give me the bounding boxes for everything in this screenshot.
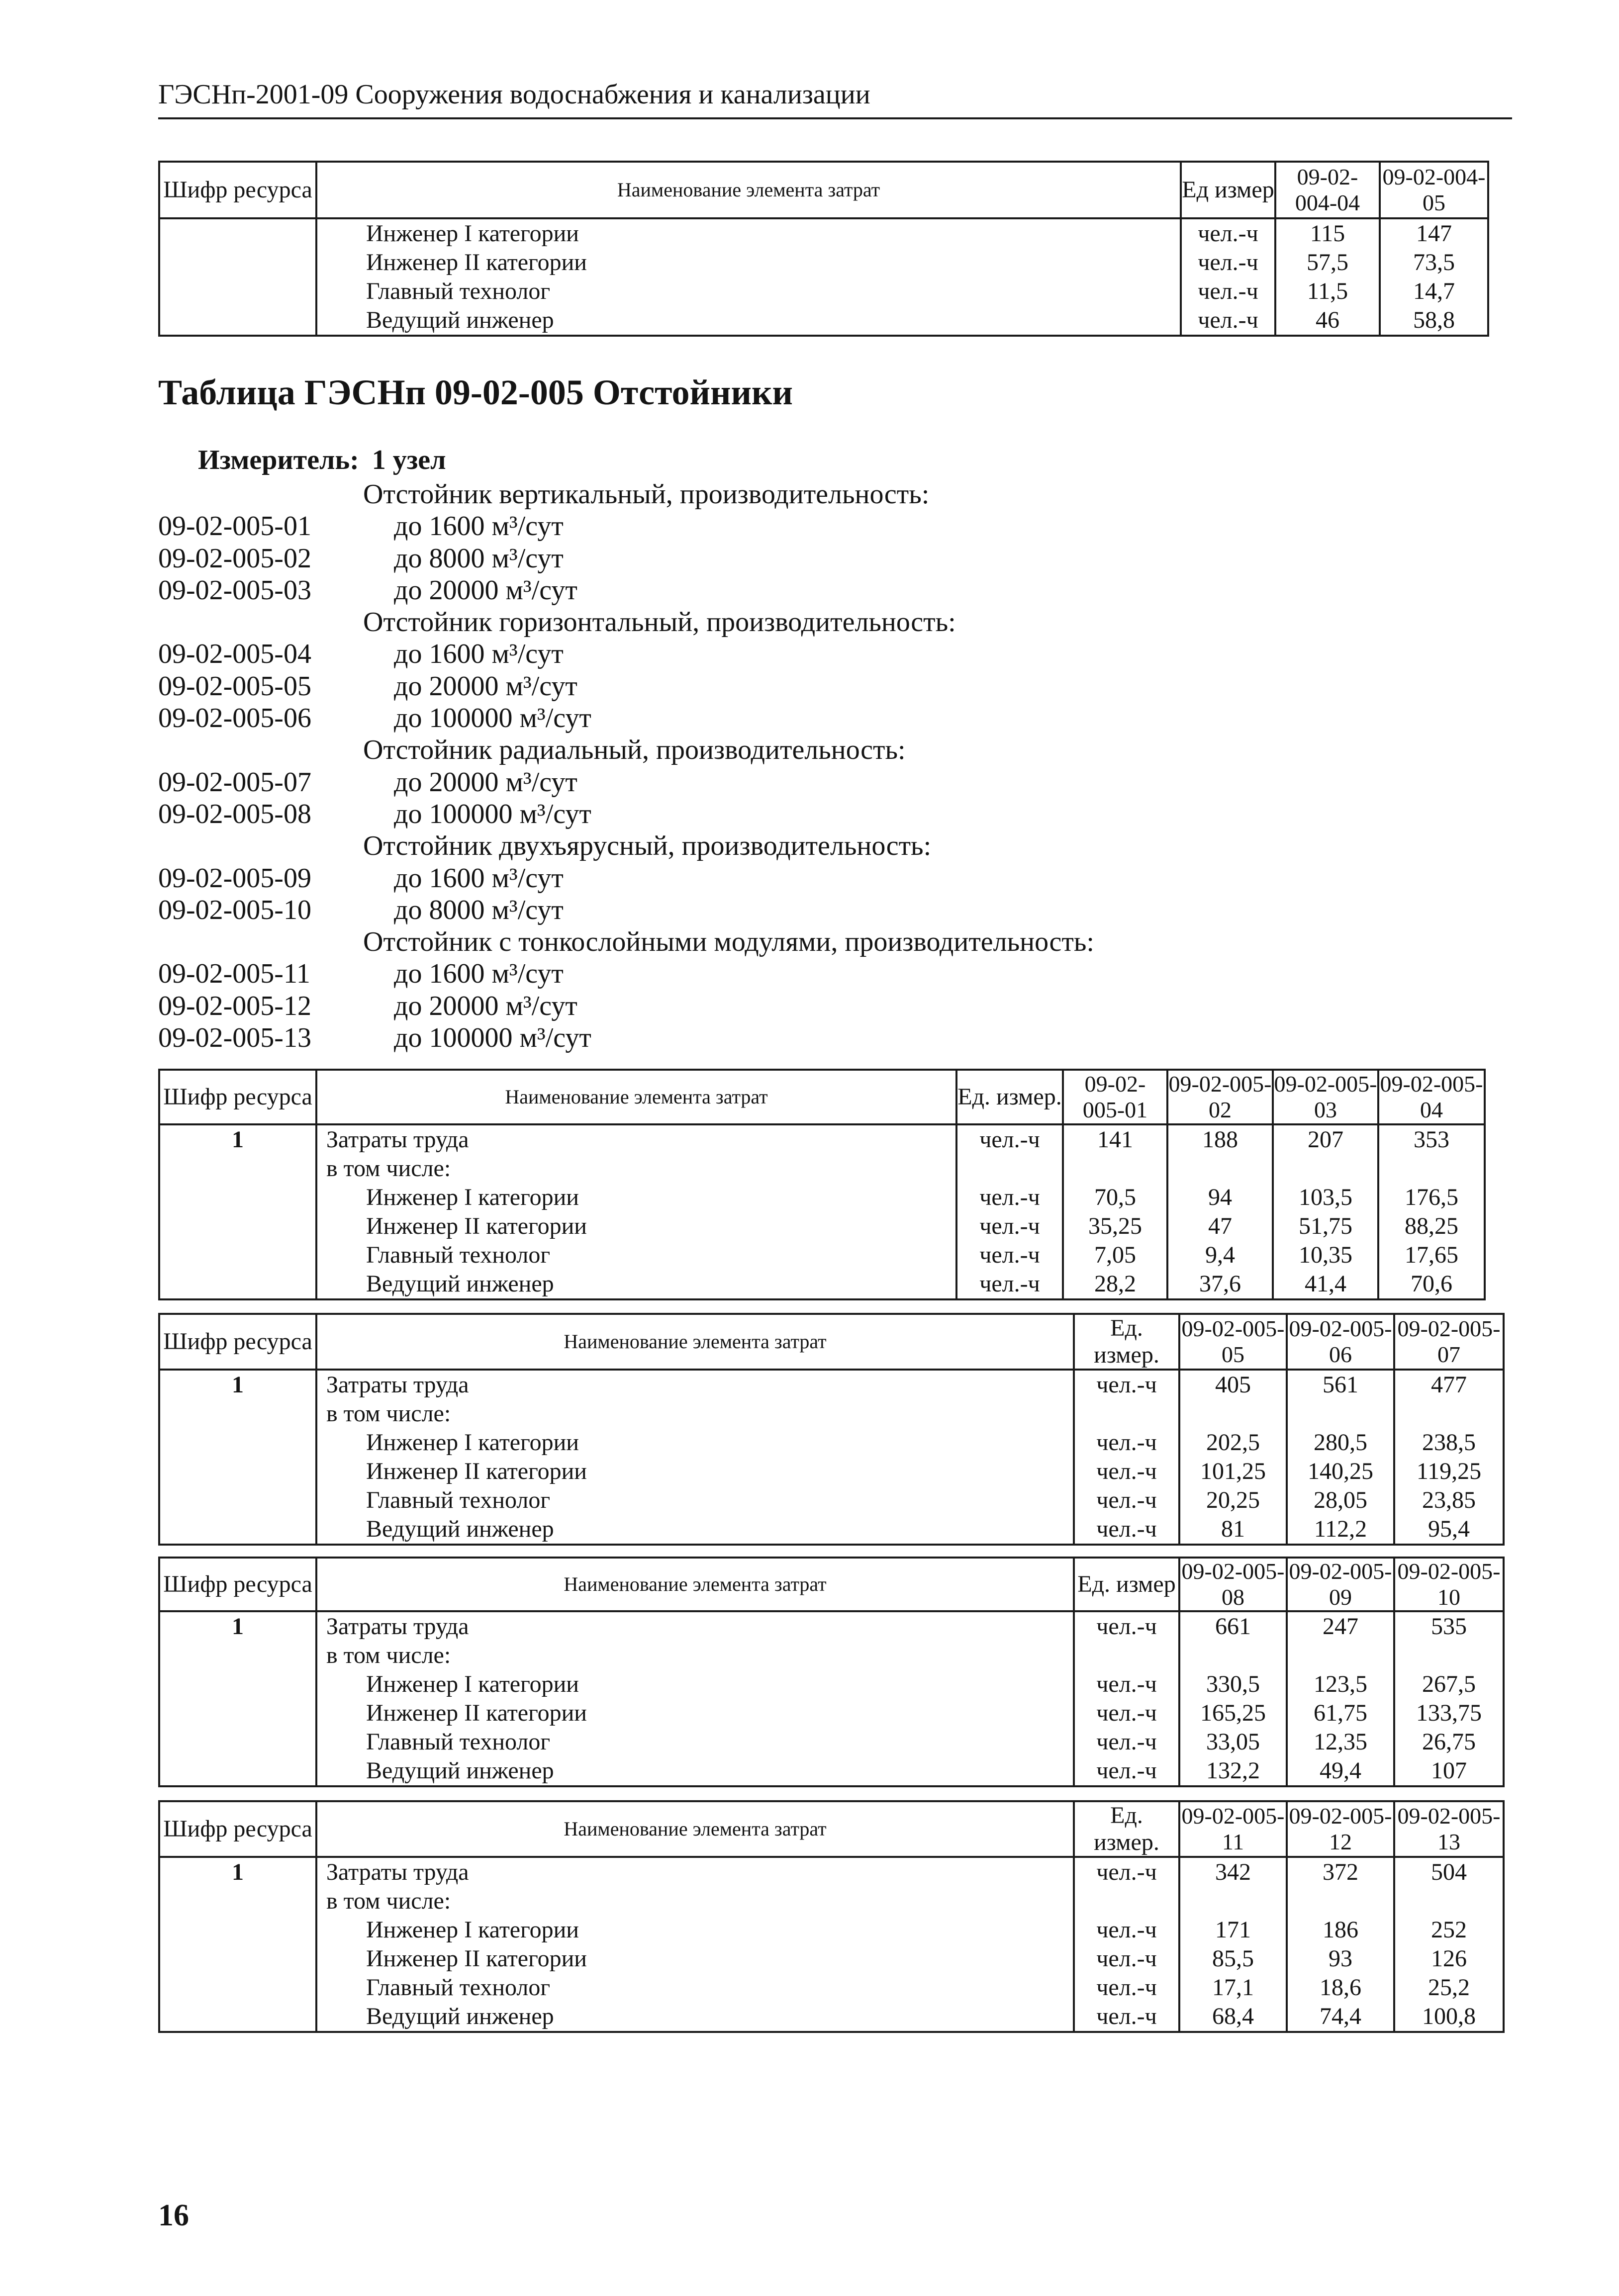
item-code: 09-02-005-03: [158, 574, 311, 606]
col-header-code: 09-02-005-09: [1287, 1558, 1394, 1611]
table-row: [159, 1670, 1504, 1699]
item-description: до 20000 м³/сут: [394, 990, 577, 1021]
item-code: 09-02-005-06: [158, 703, 311, 734]
cost-element-name: Инженер II категории: [316, 1699, 1074, 1728]
value-cell: 28,05: [1287, 1486, 1394, 1515]
col-header-code: 09-02-005-08: [1179, 1558, 1287, 1611]
cost-element-name: в том числе:: [316, 1887, 1074, 1916]
value-cell: 70,6: [1378, 1270, 1485, 1299]
resource-code-cell: [159, 248, 316, 277]
table-row: [159, 1916, 1504, 1944]
value-cell: [1273, 1154, 1378, 1183]
resource-code-cell: [159, 1916, 316, 1944]
unit-cell: чел.-ч: [1074, 1699, 1179, 1728]
cost-element-name: Ведущий инженер: [316, 1270, 956, 1299]
value-cell: 405: [1179, 1370, 1287, 1399]
unit-cell: чел.-ч: [956, 1212, 1063, 1241]
col-header-code: 09-02-005-12: [1287, 1801, 1394, 1857]
table-row: [159, 1183, 1485, 1212]
item-description: до 20000 м³/сут: [394, 766, 577, 798]
unit-cell: чел.-ч: [1074, 1457, 1179, 1486]
unit-cell: чел.-ч: [1074, 1973, 1179, 2002]
value-cell: 353: [1378, 1124, 1485, 1154]
value-cell: 238,5: [1394, 1428, 1504, 1457]
unit-cell: чел.-ч: [1074, 1486, 1179, 1515]
value-cell: 58,8: [1380, 306, 1488, 336]
resource-code-cell: [159, 1399, 316, 1428]
value-cell: 247: [1287, 1611, 1394, 1641]
value-cell: 252: [1394, 1916, 1504, 1944]
resource-code-cell: 1: [159, 1857, 316, 1887]
item-description: до 8000 м³/сут: [394, 894, 564, 925]
value-cell: 101,25: [1179, 1457, 1287, 1486]
resource-code-cell: [159, 1241, 316, 1270]
resource-code-cell: 1: [159, 1124, 316, 1154]
value-cell: [1063, 1154, 1167, 1183]
value-cell: 267,5: [1394, 1670, 1504, 1699]
col-header-resource: Шифр ресурса: [159, 162, 316, 218]
group-text: Отстойник с тонкослойными модулями, производительность:: [363, 926, 1094, 958]
unit-cell: чел.-ч: [956, 1183, 1063, 1212]
cost-element-name: в том числе:: [316, 1641, 1074, 1670]
cost-element-name: Ведущий инженер: [316, 2002, 1074, 2032]
table-row: [159, 306, 1488, 336]
value-cell: 88,25: [1378, 1212, 1485, 1241]
col-header-name: Наименование элемента затрат: [316, 1801, 1074, 1857]
cost-element-name: в том числе:: [316, 1154, 956, 1183]
value-cell: 94: [1167, 1183, 1273, 1212]
resource-code-cell: [159, 1270, 316, 1299]
value-cell: 126: [1394, 1944, 1504, 1973]
table-row: [159, 1486, 1504, 1515]
col-header-resource: Шифр ресурса: [159, 1558, 316, 1611]
value-cell: 47: [1167, 1212, 1273, 1241]
resource-code-cell: [159, 1428, 316, 1457]
resource-code-cell: [159, 218, 316, 248]
cost-element-name: Инженер I категории: [316, 1670, 1074, 1699]
resource-code-cell: [159, 1756, 316, 1786]
table-row: [159, 1124, 1485, 1154]
value-cell: 20,25: [1179, 1486, 1287, 1515]
item-description: до 1600 м³/сут: [394, 639, 564, 670]
value-cell: 372: [1287, 1857, 1394, 1887]
table-row: [159, 1973, 1504, 2002]
item-description: до 100000 м³/сут: [394, 1022, 591, 1054]
resource-code-cell: [159, 1183, 316, 1212]
running-header: ГЭСНп-2001-09 Сооружения водоснабжения и канализации: [158, 79, 870, 110]
item-code: 09-02-005-10: [158, 894, 311, 925]
resource-code-cell: [159, 1457, 316, 1486]
item-description: до 1600 м³/сут: [394, 862, 564, 894]
table-row: [159, 1428, 1504, 1457]
value-cell: 85,5: [1179, 1944, 1287, 1973]
item-code: 09-02-005-12: [158, 990, 311, 1021]
cost-element-name: Затраты труда: [316, 1857, 1074, 1887]
value-cell: 23,85: [1394, 1486, 1504, 1515]
page-number: 16: [158, 2199, 189, 2232]
cost-element-name: Затраты труда: [316, 1611, 1074, 1641]
value-cell: 330,5: [1179, 1670, 1287, 1699]
col-header-name: Наименование элемента затрат: [316, 162, 1181, 218]
unit-cell: чел.-ч: [1074, 1428, 1179, 1457]
value-cell: 33,05: [1179, 1728, 1287, 1756]
col-header-code: 09-02-005-07: [1394, 1314, 1504, 1370]
item-description: до 1600 м³/сут: [394, 511, 564, 542]
item-description: до 20000 м³/сут: [394, 574, 577, 606]
unit-cell: [1074, 1887, 1179, 1916]
item-code: 09-02-005-04: [158, 639, 311, 670]
value-cell: 342: [1179, 1857, 1287, 1887]
table-row: [159, 248, 1488, 277]
table-row: [159, 277, 1488, 306]
cost-element-name: Главный технолог: [316, 1241, 956, 1270]
value-cell: 25,2: [1394, 1973, 1504, 2002]
value-cell: 171: [1179, 1916, 1287, 1944]
cost-element-name: Инженер II категории: [316, 1212, 956, 1241]
value-cell: [1179, 1887, 1287, 1916]
value-cell: 7,05: [1063, 1241, 1167, 1270]
value-cell: [1394, 1399, 1504, 1428]
section-title: Таблица ГЭСНп 09-02-005 Отстойники: [158, 372, 793, 412]
resource-code-cell: [159, 306, 316, 336]
value-cell: 165,25: [1179, 1699, 1287, 1728]
value-cell: 17,1: [1179, 1973, 1287, 2002]
cost-element-name: Инженер I категории: [316, 218, 1181, 248]
value-cell: 186: [1287, 1916, 1394, 1944]
resource-code-cell: 1: [159, 1370, 316, 1399]
value-cell: 123,5: [1287, 1670, 1394, 1699]
cost-element-name: Главный технолог: [316, 1973, 1074, 2002]
unit-cell: чел.-ч: [1074, 1515, 1179, 1545]
unit-cell: чел.-ч: [1074, 1857, 1179, 1887]
value-cell: [1179, 1399, 1287, 1428]
unit-cell: чел.-ч: [1074, 1611, 1179, 1641]
table-row: [159, 1154, 1485, 1183]
cost-table-3: [158, 1313, 1505, 1546]
unit-cell: чел.-ч: [956, 1124, 1063, 1154]
item-description: до 100000 м³/сут: [394, 798, 591, 829]
unit-cell: чел.-ч: [956, 1270, 1063, 1299]
value-cell: [1167, 1154, 1273, 1183]
cost-table-4: [158, 1557, 1505, 1787]
unit-cell: чел.-ч: [1074, 1728, 1179, 1756]
value-cell: 188: [1167, 1124, 1273, 1154]
col-header-code: 09-02-004-04: [1275, 162, 1380, 218]
table-row: [159, 1370, 1504, 1399]
unit-cell: чел.-ч: [1074, 1670, 1179, 1699]
item-description: до 1600 м³/сут: [394, 958, 564, 990]
resource-code-cell: [159, 1887, 316, 1916]
table-row: [159, 1944, 1504, 1973]
table-row: [159, 1515, 1504, 1545]
col-header-name: Наименование элемента затрат: [316, 1558, 1074, 1611]
value-cell: 103,5: [1273, 1183, 1378, 1212]
item-code: 09-02-005-08: [158, 798, 311, 829]
value-cell: 9,4: [1167, 1241, 1273, 1270]
item-code: 09-02-005-01: [158, 511, 311, 542]
value-cell: 37,6: [1167, 1270, 1273, 1299]
unit-cell: чел.-ч: [1181, 248, 1275, 277]
value-cell: [1394, 1641, 1504, 1670]
cost-element-name: Главный технолог: [316, 1486, 1074, 1515]
unit-cell: чел.-ч: [1074, 1370, 1179, 1399]
cost-element-name: Инженер II категории: [316, 1944, 1074, 1973]
resource-code-cell: [159, 1641, 316, 1670]
header-rule: [158, 117, 1512, 119]
value-cell: 112,2: [1287, 1515, 1394, 1545]
value-cell: 12,35: [1287, 1728, 1394, 1756]
col-header-unit: Ед. измер.: [956, 1070, 1063, 1124]
table-row: [159, 1728, 1504, 1756]
table-row: [159, 1756, 1504, 1786]
value-cell: 535: [1394, 1611, 1504, 1641]
value-cell: 93: [1287, 1944, 1394, 1973]
measure-line: [198, 444, 446, 476]
table-row: [159, 1857, 1504, 1887]
resource-code-cell: [159, 1515, 316, 1545]
cost-element-name: Инженер II категории: [316, 248, 1181, 277]
col-header-unit: Ед. измер: [1074, 1558, 1179, 1611]
cost-element-name: Затраты труда: [316, 1370, 1074, 1399]
value-cell: 70,5: [1063, 1183, 1167, 1212]
col-header-code: 09-02-004-05: [1380, 162, 1488, 218]
table-row: [159, 1641, 1504, 1670]
col-header-code: 09-02-005-02: [1167, 1070, 1273, 1124]
col-header-code: 09-02-005-04: [1378, 1070, 1485, 1124]
value-cell: 51,75: [1273, 1212, 1378, 1241]
unit-cell: чел.-ч: [1181, 277, 1275, 306]
resource-code-cell: [159, 277, 316, 306]
value-cell: 107: [1394, 1756, 1504, 1786]
cost-element-name: Инженер I категории: [316, 1916, 1074, 1944]
cost-element-name: Ведущий инженер: [316, 1756, 1074, 1786]
cost-element-name: в том числе:: [316, 1399, 1074, 1428]
resource-code-cell: [159, 1212, 316, 1241]
measure-value: 1 узел: [372, 445, 446, 475]
table-row: [159, 1212, 1485, 1241]
cost-element-name: Инженер I категории: [316, 1428, 1074, 1457]
col-header-code: 09-02-005-13: [1394, 1801, 1504, 1857]
table-row: [159, 1887, 1504, 1916]
value-cell: 28,2: [1063, 1270, 1167, 1299]
value-cell: 132,2: [1179, 1756, 1287, 1786]
cost-element-name: Инженер II категории: [316, 1457, 1074, 1486]
col-header-unit: Ед. измер.: [1074, 1314, 1179, 1370]
value-cell: 10,35: [1273, 1241, 1378, 1270]
item-description: до 8000 м³/сут: [394, 543, 564, 574]
value-cell: 207: [1273, 1124, 1378, 1154]
unit-cell: [956, 1154, 1063, 1183]
cost-table-2: [158, 1069, 1486, 1300]
resource-code-cell: [159, 1154, 316, 1183]
value-cell: [1287, 1887, 1394, 1916]
item-code: 09-02-005-13: [158, 1022, 311, 1054]
unit-cell: чел.-ч: [1074, 1944, 1179, 1973]
col-header-unit: Ед. измер.: [1074, 1801, 1179, 1857]
group-text: Отстойник радиальный, производительность:: [363, 735, 906, 766]
table-row: [159, 1241, 1485, 1270]
value-cell: [1179, 1641, 1287, 1670]
resource-code-cell: [159, 1728, 316, 1756]
unit-cell: чел.-ч: [1074, 1756, 1179, 1786]
measure-label: Измеритель:: [198, 445, 359, 475]
group-text: Отстойник вертикальный, производительность:: [363, 479, 930, 510]
col-header-name: Наименование элемента затрат: [316, 1314, 1074, 1370]
cost-element-name: Инженер I категории: [316, 1183, 956, 1212]
resource-code-cell: 1: [159, 1611, 316, 1641]
unit-cell: чел.-ч: [956, 1241, 1063, 1270]
col-header-code: 09-02-005-06: [1287, 1314, 1394, 1370]
item-code: 09-02-005-05: [158, 670, 311, 702]
table-row: [159, 1399, 1504, 1428]
value-cell: 61,75: [1287, 1699, 1394, 1728]
value-cell: [1287, 1399, 1394, 1428]
resource-code-cell: [159, 1973, 316, 2002]
value-cell: 18,6: [1287, 1973, 1394, 2002]
unit-cell: чел.-ч: [1181, 306, 1275, 336]
value-cell: 115: [1275, 218, 1380, 248]
value-cell: 57,5: [1275, 248, 1380, 277]
col-header-code: 09-02-005-01: [1063, 1070, 1167, 1124]
col-header-code: 09-02-005-03: [1273, 1070, 1378, 1124]
resource-code-cell: [159, 1670, 316, 1699]
cost-element-name: Ведущий инженер: [316, 1515, 1074, 1545]
table-row: [159, 2002, 1504, 2032]
group-text: Отстойник горизонтальный, производительность:: [363, 607, 956, 638]
resource-code-cell: [159, 2002, 316, 2032]
col-header-name: Наименование элемента затрат: [316, 1070, 956, 1124]
resource-code-cell: [159, 1486, 316, 1515]
cost-table-1: [158, 161, 1489, 337]
unit-cell: чел.-ч: [1074, 1916, 1179, 1944]
value-cell: 202,5: [1179, 1428, 1287, 1457]
table-row: [159, 1699, 1504, 1728]
value-cell: 46: [1275, 306, 1380, 336]
value-cell: 14,7: [1380, 277, 1488, 306]
col-header-resource: Шифр ресурса: [159, 1314, 316, 1370]
col-header-code: 09-02-005-11: [1179, 1801, 1287, 1857]
cost-element-name: Ведущий инженер: [316, 306, 1181, 336]
value-cell: 661: [1179, 1611, 1287, 1641]
item-code: 09-02-005-09: [158, 862, 311, 894]
value-cell: [1394, 1887, 1504, 1916]
value-cell: 73,5: [1380, 248, 1488, 277]
value-cell: 561: [1287, 1370, 1394, 1399]
value-cell: 119,25: [1394, 1457, 1504, 1486]
table-row: [159, 1457, 1504, 1486]
value-cell: 133,75: [1394, 1699, 1504, 1728]
item-description: до 100000 м³/сут: [394, 703, 591, 734]
table-row: [159, 1270, 1485, 1299]
item-code: 09-02-005-11: [158, 958, 310, 990]
value-cell: 11,5: [1275, 277, 1380, 306]
value-cell: 140,25: [1287, 1457, 1394, 1486]
value-cell: 176,5: [1378, 1183, 1485, 1212]
col-header-resource: Шифр ресурса: [159, 1801, 316, 1857]
unit-cell: чел.-ч: [1074, 2002, 1179, 2032]
col-header-code: 09-02-005-05: [1179, 1314, 1287, 1370]
value-cell: 26,75: [1394, 1728, 1504, 1756]
resource-code-cell: [159, 1699, 316, 1728]
table-row: [159, 218, 1488, 248]
unit-cell: чел.-ч: [1181, 218, 1275, 248]
value-cell: 35,25: [1063, 1212, 1167, 1241]
col-header-code: 09-02-005-10: [1394, 1558, 1504, 1611]
col-header-unit: Ед измер: [1181, 162, 1275, 218]
value-cell: 95,4: [1394, 1515, 1504, 1545]
col-header-resource: Шифр ресурса: [159, 1070, 316, 1124]
value-cell: 41,4: [1273, 1270, 1378, 1299]
value-cell: 17,65: [1378, 1241, 1485, 1270]
cost-element-name: Главный технолог: [316, 277, 1181, 306]
group-text: Отстойник двухъярусный, производительность:: [363, 830, 932, 862]
value-cell: [1287, 1641, 1394, 1670]
value-cell: 74,4: [1287, 2002, 1394, 2032]
cost-element-name: Главный технолог: [316, 1728, 1074, 1756]
value-cell: 49,4: [1287, 1756, 1394, 1786]
unit-cell: [1074, 1641, 1179, 1670]
value-cell: 81: [1179, 1515, 1287, 1545]
value-cell: 68,4: [1179, 2002, 1287, 2032]
resource-code-cell: [159, 1944, 316, 1973]
item-code: 09-02-005-07: [158, 766, 311, 798]
value-cell: 477: [1394, 1370, 1504, 1399]
item-code: 09-02-005-02: [158, 543, 311, 574]
unit-cell: [1074, 1399, 1179, 1428]
cost-element-name: Затраты труда: [316, 1124, 956, 1154]
value-cell: 147: [1380, 218, 1488, 248]
value-cell: [1378, 1154, 1485, 1183]
cost-table-5: [158, 1800, 1505, 2033]
table-row: [159, 1611, 1504, 1641]
value-cell: 100,8: [1394, 2002, 1504, 2032]
value-cell: 280,5: [1287, 1428, 1394, 1457]
value-cell: 504: [1394, 1857, 1504, 1887]
value-cell: 141: [1063, 1124, 1167, 1154]
item-description: до 20000 м³/сут: [394, 670, 577, 702]
